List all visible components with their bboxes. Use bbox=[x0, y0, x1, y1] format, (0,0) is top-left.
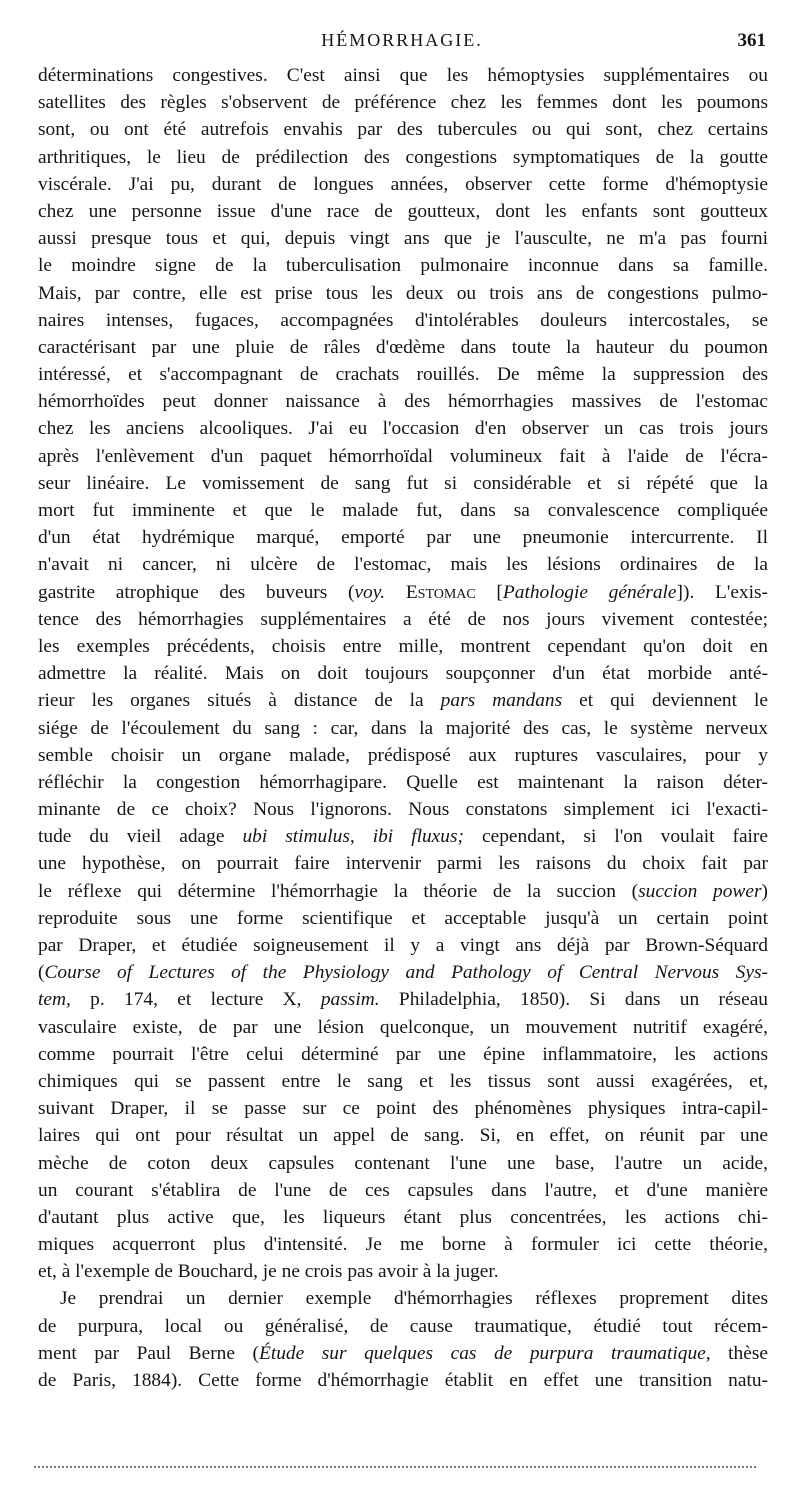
italic-run: succion power bbox=[638, 880, 762, 902]
text-line: seur linéaire. Le vomissement de sang fut si considérable et si répété que la bbox=[38, 472, 768, 494]
text-line: siége de l'écoulement du sang : car, dans la majorité des cas, le système nerveux bbox=[38, 717, 768, 739]
text-run: p. 174, et lecture X, bbox=[70, 989, 321, 1011]
text-line bbox=[38, 579, 768, 606]
text-line bbox=[38, 959, 768, 986]
text-line bbox=[38, 878, 768, 905]
text-run: ) bbox=[761, 880, 768, 902]
text-line: minante de ce choix? Nous l'ignorons. Nous constatons simplement ici l'exacti- bbox=[38, 799, 768, 821]
text-run: le réflexe qui détermine l'hémorrhagie la théorie de la succion ( bbox=[38, 880, 639, 902]
text-run: thèse bbox=[710, 1342, 769, 1364]
text-run: gastrite atrophique des buveurs ( bbox=[38, 581, 355, 603]
page-number: 361 bbox=[737, 30, 766, 51]
text-line: vasculaire existe, de par une lésion quelconque, un mouvement nutritif exagéré, bbox=[38, 1016, 768, 1038]
text-line: une hypothèse, on pourrait faire intervenir parmi les raisons du choix fait par bbox=[38, 853, 768, 875]
text-line: intéressé, et s'accompagnant de crachats rouillés. De même la suppression des bbox=[38, 364, 768, 386]
italic-run: pars mandans bbox=[440, 690, 563, 712]
text-line bbox=[38, 687, 768, 714]
text-line: tence des hémorrhagies supplémentaires a été de nos jours vivement contestée; bbox=[38, 608, 768, 630]
text-line: Mais, par contre, elle est prise tous les deux ou trois ans de congestions pulmo- bbox=[38, 282, 768, 304]
text-run: Philadelphia, 1850). Si dans un réseau bbox=[379, 989, 769, 1011]
text-line: Je prendrai un dernier exemple d'hémorrhagies réflexes proprement dites bbox=[60, 1288, 768, 1310]
text-line: les exemples précédents, choisis entre mille, montrent cependant qu'on doit en bbox=[38, 635, 768, 657]
body-text bbox=[38, 62, 768, 1394]
text-line bbox=[38, 1340, 768, 1367]
text-line bbox=[38, 986, 768, 1013]
text-run: ( bbox=[38, 962, 45, 984]
text-line: de purpura, local ou généralisé, de cause traumatique, étudié tout récem- bbox=[38, 1315, 768, 1337]
text-line: par Draper, et étudiée soigneusement il y a vingt ans déjà par Brown-Séquard bbox=[38, 935, 768, 956]
italic-run: voy. bbox=[354, 581, 386, 603]
text-line: caractérisant par une pluie de râles d'œdème dans toute la hauteur du poumon bbox=[38, 336, 768, 358]
text-line: admettre la réalité. Mais on doit toujours soupçonner d'un état morbide anté- bbox=[38, 663, 768, 685]
text-line: laires qui ont pour résultat un appel de sang. Si, en effet, on réunit par une bbox=[38, 1125, 768, 1147]
text-line: mort fut imminente et que le malade fut, dans sa convalescence compliquée bbox=[38, 500, 768, 521]
italic-run: ubi stimulus, ibi fluxus; bbox=[242, 826, 464, 848]
text-run: ]). L'exis- bbox=[676, 581, 769, 603]
italic-run: Pathologie générale bbox=[502, 581, 677, 603]
text-line: un courant s'établira de l'une de ces capsules dans l'autre, et d'une manière bbox=[38, 1179, 768, 1201]
page-header bbox=[38, 30, 766, 54]
text-line: et, à l'exemple de Bouchard, je ne crois pas avoir à la juger. bbox=[38, 1261, 499, 1283]
text-line: sont, ou ont été autrefois envahis par des tubercules ou qui sont, chez certains bbox=[38, 119, 768, 141]
small-caps-run: Estomac bbox=[405, 581, 476, 603]
text-line: suivant Draper, il se passe sur ce point des phénomènes physiques intra-capil- bbox=[38, 1098, 768, 1120]
text-line: aussi presque tous et qui, depuis vingt ans que je l'ausculte, ne m'a pas fourni bbox=[38, 228, 768, 250]
text-line: le moindre signe de la tuberculisation pulmonaire inconnue dans sa famille. bbox=[38, 255, 768, 277]
text-run: rieur les organes situés à distance de la bbox=[38, 690, 441, 712]
text-line: naires intenses, fugaces, accompagnées d'intolérables douleurs intercostales, se bbox=[38, 309, 768, 331]
text-line: miques acquerront plus d'intensité. Je me borne à formuler ici cette théorie, bbox=[38, 1234, 768, 1256]
text-run bbox=[385, 582, 406, 603]
italic-run: Course of Lectures of the Physiology and Pathology of Central Nervous Sys- bbox=[44, 962, 768, 984]
footer-dotted-rule bbox=[34, 1466, 756, 1468]
text-line: d'un état hydrémique marqué, emporté par une pneumonie intercurrente. Il bbox=[38, 527, 768, 549]
text-line bbox=[38, 823, 768, 850]
text-line: comme pourrait l'être celui déterminé par une épine inflammatoire, les actions bbox=[38, 1043, 768, 1065]
text-line: chez les anciens alcooliques. J'ai eu l'occasion d'en observer un cas trois jours bbox=[38, 418, 768, 440]
italic-run: passim. bbox=[320, 989, 380, 1011]
italic-run: Étude sur quelques cas de purpura traumatique, bbox=[258, 1342, 711, 1364]
text-line: hémorrhoïdes peut donner naissance à des hémorrhagies massives de l'estomac bbox=[38, 391, 768, 413]
text-line: déterminations congestives. C'est ainsi que les hémoptysies supplémentaires ou bbox=[38, 65, 768, 86]
text-run: [ bbox=[475, 581, 503, 603]
text-line: semble choisir un organe malade, prédisposé aux ruptures vasculaires, pour y bbox=[38, 744, 768, 766]
text-run: et qui deviennent le bbox=[562, 690, 769, 712]
text-run: cependant, si l'on voulait faire bbox=[463, 826, 769, 848]
text-line: viscérale. J'ai pu, durant de longues années, observer cette forme d'hémoptysie bbox=[38, 173, 768, 195]
italic-run: tem, bbox=[38, 989, 71, 1011]
text-line: d'autant plus active que, les liqueurs étant plus concentrées, les actions chi- bbox=[38, 1206, 768, 1228]
text-line: de Paris, 1884). Cette forme d'hémorrhagie établit en effet une transition natu- bbox=[38, 1370, 768, 1391]
text-line: n'avait ni cancer, ni ulcère de l'estomac, mais les lésions ordinaires de la bbox=[38, 554, 768, 576]
text-run: tude du vieil adage bbox=[38, 826, 243, 848]
running-title: HÉMORRHAGIE. bbox=[321, 30, 483, 50]
text-line: chimiques qui se passent entre le sang et les tissus sont aussi exagérées, et, bbox=[38, 1070, 768, 1092]
text-line: satellites des règles s'observent de préférence chez les femmes dont les poumons bbox=[38, 92, 768, 114]
text-line: mèche de coton deux capsules contenant l'une une base, l'autre un acide, bbox=[38, 1152, 768, 1174]
text-line: réfléchir la congestion hémorrhagipare. Quelle est maintenant la raison déter- bbox=[38, 771, 768, 793]
text-line: reproduite sous une forme scientifique et acceptable jusqu'à un certain point bbox=[38, 907, 768, 929]
text-line: après l'enlèvement d'un paquet hémorrhoïdal volumineux fait à l'aide de l'écra- bbox=[38, 445, 768, 467]
text-run: ment par Paul Berne ( bbox=[38, 1342, 259, 1364]
text-line: arthritiques, le lieu de prédilection des congestions symptomatiques de la goutte bbox=[38, 146, 768, 168]
text-line: chez une personne issue d'une race de goutteux, dont les enfants sont goutteux bbox=[38, 200, 768, 222]
